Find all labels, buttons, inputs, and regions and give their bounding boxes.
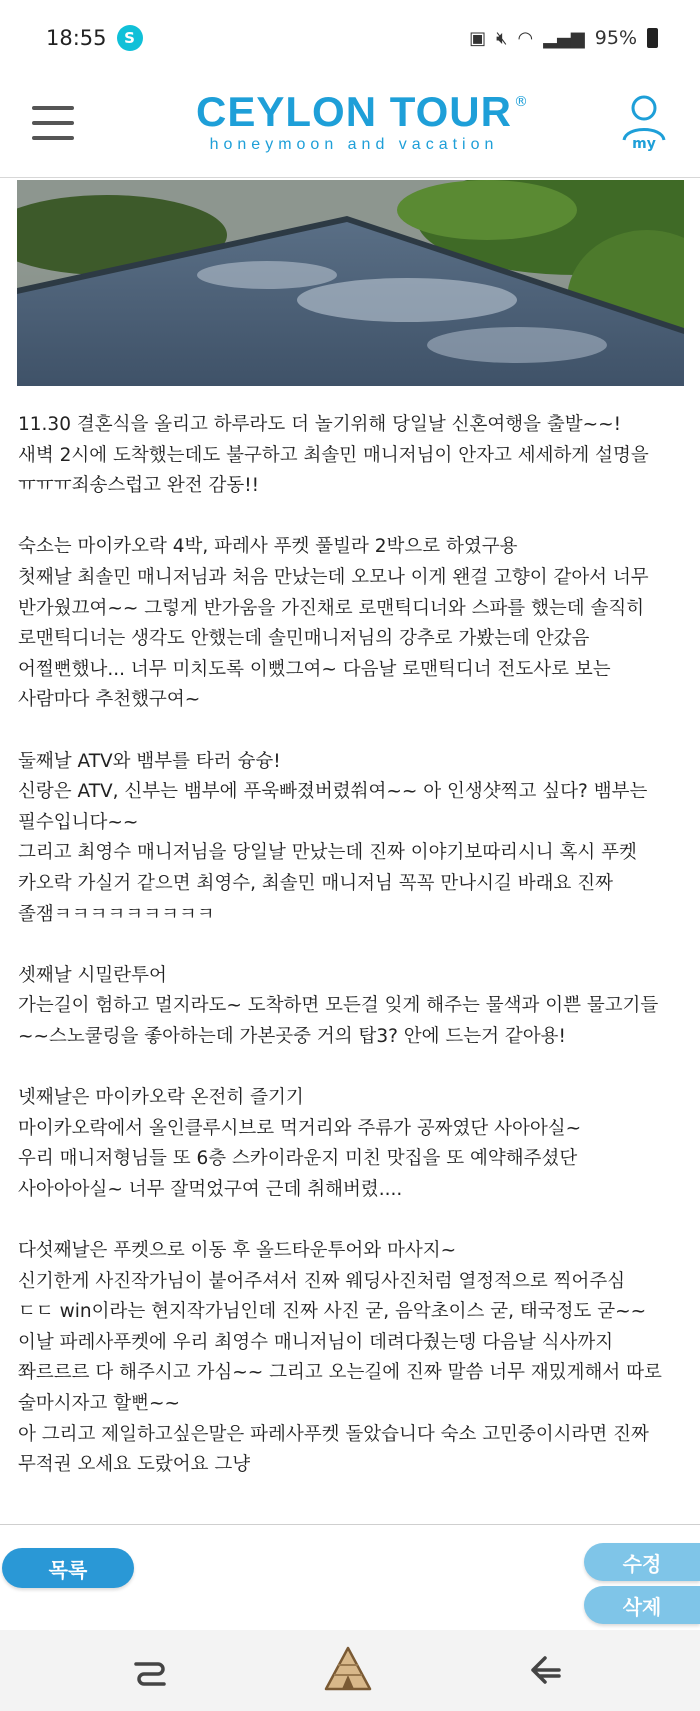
my-label: my <box>632 136 656 152</box>
text-line: ㅠㅠㅠ죄송스럽고 완전 감동!! <box>18 475 260 497</box>
text-line: 어쩔뻔했나... 너무 미치도록 이뻤그여~ 다음날 로맨틱디너 전도사로 보는 <box>18 658 611 680</box>
text-line: 신기한게 사진작가님이 붙어주셔서 진짜 웨딩사진처럼 열정적으로 찍어주심 <box>18 1270 626 1292</box>
text-line: 무적권 오세요 도랐어요 그냥 <box>18 1454 251 1476</box>
notification-icon: ▣ <box>469 27 487 49</box>
text-line: 반가웠끄여~~ 그렇게 반가움을 가진채로 로맨틱디너와 스파를 했는데 솔직히 <box>18 597 645 619</box>
app-notification-icon: S <box>117 25 143 51</box>
text-line: 신랑은 ATV, 신부는 뱀부에 푸욱빠졌버렸쒀여~~ 아 인생샷찍고 싶다? 뱀부는 <box>18 781 648 803</box>
content-divider <box>0 1524 700 1525</box>
paragraph-5 <box>18 1083 684 1205</box>
signal-icon: ▂▄▆ <box>543 27 585 49</box>
wifi-icon: ◠ <box>517 27 534 49</box>
logo-tagline: honeymoon and vacation <box>209 136 499 153</box>
ceylon-tour-logo[interactable] <box>174 90 534 154</box>
text-line: 셋째날 시밀란투어 <box>18 964 167 986</box>
paragraph-2 <box>18 532 684 716</box>
text-line: 쫘르르르 다 해주시고 가심~~ 그리고 오는길에 진짜 말씀 너무 재밌게해서 따로 <box>18 1362 662 1384</box>
list-button[interactable]: 목록 <box>2 1548 134 1588</box>
text-line: 사람마다 추천했구여~ <box>18 689 201 711</box>
text-line: 졸잼ㅋㅋㅋㅋㅋㅋㅋㅋㅋ <box>18 903 215 925</box>
delete-button[interactable]: 삭제 <box>584 1586 700 1624</box>
mute-icon: 🔇︎ <box>496 27 508 49</box>
text-line: 필수입니다~~ <box>18 811 139 833</box>
status-time: 18:55 <box>46 26 107 50</box>
paragraph-3 <box>18 747 684 931</box>
text-line: ㄷㄷ win이라는 현지작가님인데 진짜 사진 굳, 음악초이스 굳, 태국정도 굳~~ <box>18 1301 647 1323</box>
review-article <box>18 410 684 1511</box>
home-icon[interactable] <box>318 1642 378 1698</box>
paragraph-4 <box>18 961 684 1053</box>
text-line: 둘째날 ATV와 뱀부를 타러 슝슝! <box>18 750 281 772</box>
text-line: 마이카오락에서 올인클루시브로 먹거리와 주류가 공짜였단 사아아실~ <box>18 1117 582 1139</box>
recent-apps-icon[interactable] <box>120 1642 180 1698</box>
user-my-icon[interactable] <box>616 90 672 164</box>
back-icon[interactable] <box>515 1642 575 1698</box>
system-navigation-bar <box>0 1630 700 1711</box>
text-line: 사아아아실~ 너무 잘먹었구여 근데 취해버렸.... <box>18 1178 403 1200</box>
text-line: 로맨틱디너는 생각도 안했는데 솔민매니저님의 강추로 가봤는데 안갔음 <box>18 628 590 650</box>
paragraph-6 <box>18 1236 684 1481</box>
text-line: 새벽 2시에 도착했는데도 불구하고 최솔민 매니저님이 안자고 세세하게 설명을 <box>18 444 649 466</box>
text-line: 이날 파레사푸켓에 우리 최영수 매니저님이 데려다줬는뎅 다음날 식사까지 <box>18 1331 614 1353</box>
status-icons <box>469 27 658 49</box>
battery-icon <box>647 28 658 48</box>
text-line: ~~스노쿨링을 좋아하는데 가본곳중 거의 탑3? 안에 드는거 같아용! <box>18 1025 566 1047</box>
text-line: 가는길이 험하고 멀지라도~ 도착하면 모든걸 잊게 해주는 물색과 이쁜 물고기들 <box>18 995 659 1017</box>
text-line: 우리 매니저형님들 또 6층 스카이라운지 미친 맛집을 또 예약해주셨단 <box>18 1148 578 1170</box>
text-line: 다섯째날은 푸켓으로 이동 후 올드타운투어와 마사지~ <box>18 1240 457 1262</box>
registered-mark: ® <box>514 94 528 110</box>
battery-percent: 95% <box>594 27 637 49</box>
text-line: 첫째날 최솔민 매니저님과 처음 만났는데 오모나 이게 왠걸 고향이 같아서 너무 <box>18 566 649 588</box>
edit-button[interactable]: 수정 <box>584 1543 700 1581</box>
hamburger-menu-icon[interactable] <box>32 106 74 140</box>
text-line: 아 그리고 제일하고싶은말은 파레사푸켓 돌았습니다 숙소 고민중이시라면 진짜 <box>18 1423 649 1445</box>
text-line: 그리고 최영수 매니저님을 당일날 만났는데 진짜 이야기보따리시니 혹시 푸켓 <box>18 842 637 864</box>
status-bar <box>0 0 700 76</box>
logo-text: CEYLON TOUR <box>196 88 512 135</box>
text-line: 술마시자고 할뻔~~ <box>18 1393 180 1414</box>
infinity-pool-photo <box>17 180 684 386</box>
text-line: 카오락 가실거 같으면 최영수, 최솔민 매니저님 꼭꼭 만나시길 바래요 진짜 <box>18 872 613 894</box>
text-line: 11.30 결혼식을 올리고 하루라도 더 놀기위해 당일날 신혼여행을 출발~~! <box>18 414 622 435</box>
text-line: 숙소는 마이카오락 4박, 파레사 푸켓 풀빌라 2박으로 하였구용 <box>18 536 518 558</box>
app-header <box>0 76 700 178</box>
text-line: 넷째날은 마이카오락 온전히 즐기기 <box>18 1087 304 1109</box>
paragraph-1 <box>18 410 684 502</box>
